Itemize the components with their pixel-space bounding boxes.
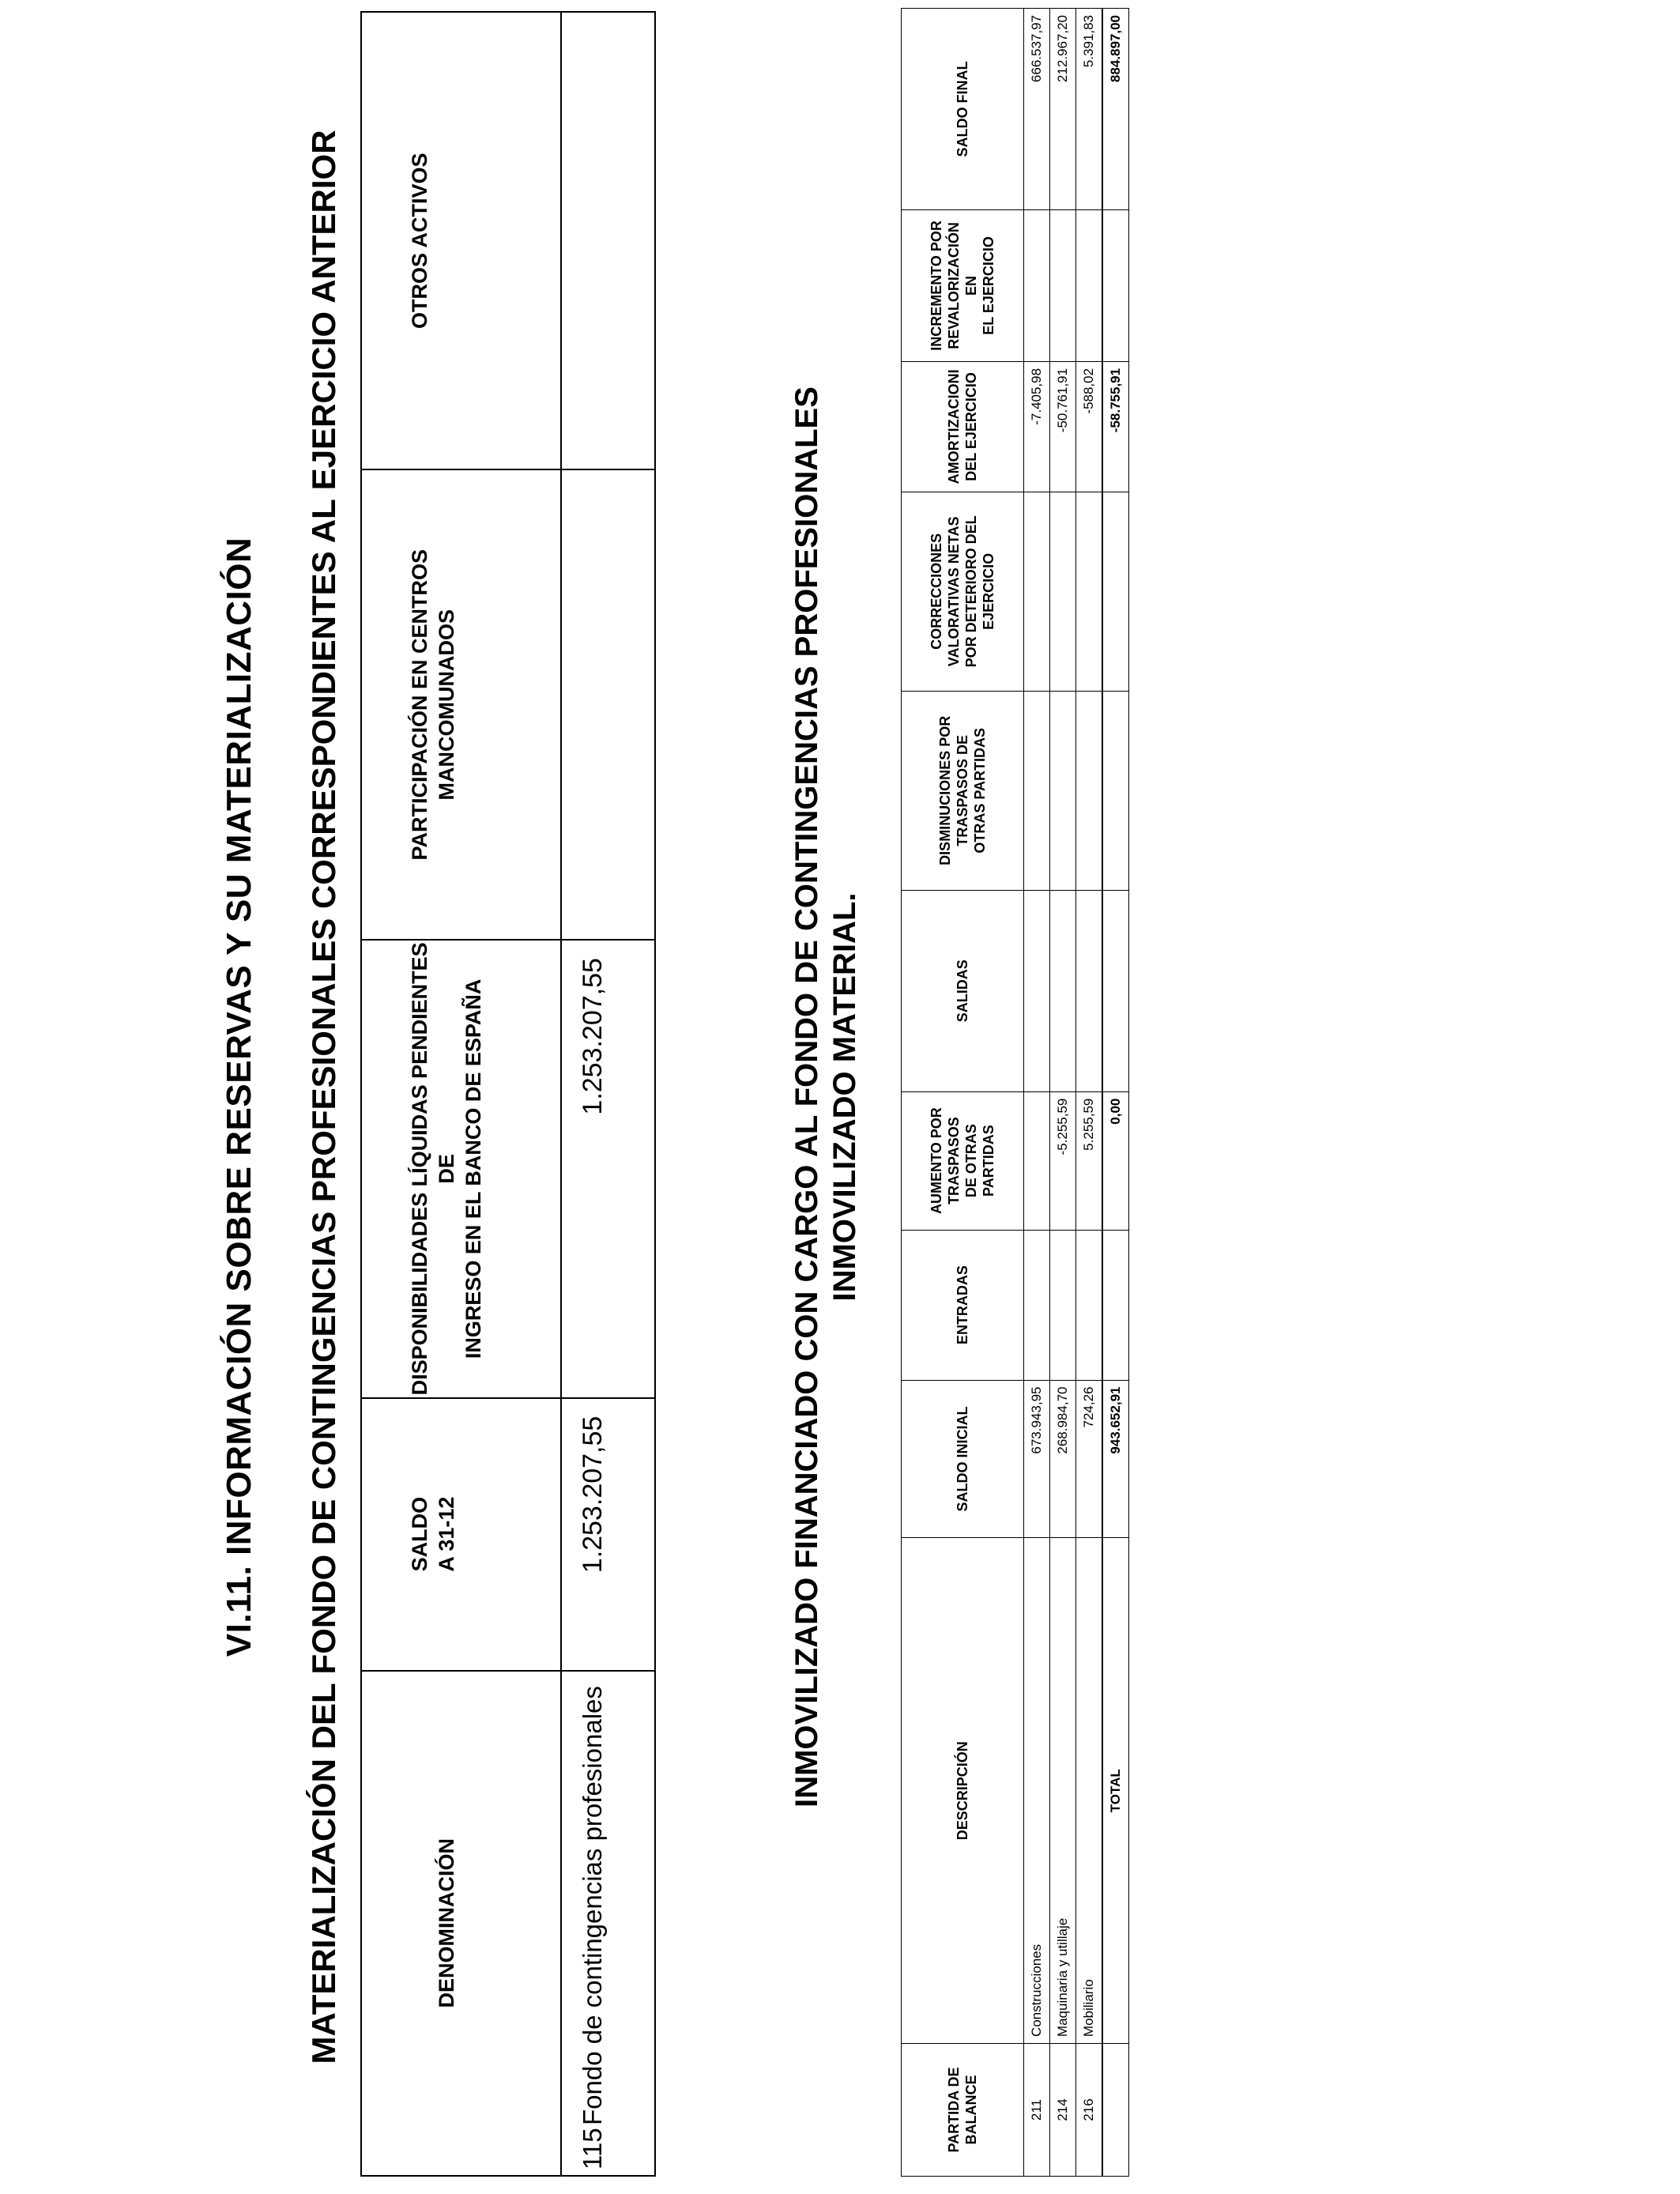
cell-amortizaciones: -50.761,91 <box>1050 361 1076 492</box>
cell-saldo: 1.253.207,55 <box>561 1398 655 1671</box>
cell-descripcion: Construcciones <box>1024 1538 1050 2044</box>
cell-descripcion: Mobiliario <box>1076 1538 1103 2044</box>
col-otros-activos: OTROS ACTIVOS <box>361 12 561 469</box>
cell-denominacion: 115Fondo de contingencias profesionales <box>561 1671 655 2176</box>
col-saldo: SALDO A 31-12 <box>361 1398 561 1671</box>
cell-correcciones <box>1050 492 1076 691</box>
col-partida: PARTIDA DE BALANCE <box>902 2044 1024 2177</box>
cell-saldo-inicial: 268.984,70 <box>1050 1380 1076 1538</box>
table-row <box>1050 9 1076 2177</box>
col-correcciones: CORRECCIONES VALORATIVAS NETAS POR DETERIORO DEL EJERCICIO <box>902 492 1024 691</box>
cell-participacion <box>561 469 655 940</box>
total-disminuciones <box>1102 691 1129 890</box>
cell-aumento: -5.255,59 <box>1050 1091 1076 1230</box>
cell-saldo-final: 5.391,83 <box>1076 9 1103 210</box>
total-label: TOTAL <box>1102 1538 1129 2044</box>
cell-saldo-final: 666.537,97 <box>1024 9 1050 210</box>
table-header-row <box>361 12 561 2176</box>
cell-partida: 214 <box>1050 2044 1076 2177</box>
cell-correcciones <box>1024 492 1050 691</box>
total-correcciones <box>1102 492 1129 691</box>
inmovilizado-table <box>901 8 1129 2177</box>
cell-partida <box>1102 2044 1129 2177</box>
cell-disminuciones <box>1050 691 1076 890</box>
col-denominacion: DENOMINACIÓN <box>361 1671 561 2176</box>
cell-descripcion: Maquinaria y utillaje <box>1050 1538 1076 2044</box>
cell-incremento <box>1050 209 1076 361</box>
col-descripcion: DESCRIPCIÓN <box>902 1538 1024 2044</box>
total-row <box>1102 9 1129 2177</box>
table-row <box>1024 9 1050 2177</box>
cell-entradas <box>1024 1230 1050 1380</box>
total-entradas <box>1102 1230 1129 1380</box>
total-saldo-final: 884.897,00 <box>1102 9 1129 210</box>
table-row <box>561 12 655 2176</box>
cell-aumento: 5.255,59 <box>1076 1091 1103 1230</box>
cell-aumento <box>1024 1091 1050 1230</box>
table-row <box>1076 9 1103 2177</box>
cell-incremento <box>1024 209 1050 361</box>
cell-entradas <box>1050 1230 1076 1380</box>
col-amortizaciones: AMORTIZACIONI DEL EJERCICIO <box>902 361 1024 492</box>
cell-amortizaciones: -588,02 <box>1076 361 1103 492</box>
col-entradas: ENTRADAS <box>902 1230 1024 1380</box>
table-header-row <box>902 9 1024 2177</box>
cell-disponibilidades: 1.253.207,55 <box>561 940 655 1398</box>
total-incremento <box>1102 209 1129 361</box>
col-disponibilidades: DISPONIBILIDADES LÍQUIDAS PENDIENTES DE INGRESO EN EL BANCO DE ESPAÑA <box>361 940 561 1398</box>
cell-partida: 211 <box>1024 2044 1050 2177</box>
cell-incremento <box>1076 209 1103 361</box>
col-aumento: AUMENTO POR TRASPASOS DE OTRAS PARTIDAS <box>902 1091 1024 1230</box>
section-1-title: MATERIALIZACIÓN DEL FONDO DE CONTINGENCIAS PROFESIONALES CORRESPONDIENTES AL EJERCICIO ANTERIOR <box>305 130 342 2064</box>
page-title: VI.11. INFORMACIÓN SOBRE RESERVAS Y SU MATERIALIZACIÓN <box>220 537 258 1657</box>
col-saldo-final: SALDO FINAL <box>902 9 1024 210</box>
cell-otros-activos <box>561 12 655 469</box>
materializacion-table <box>360 11 656 2177</box>
cell-disminuciones <box>1076 691 1103 890</box>
col-disminuciones: DISMINUCIONES POR TRASPASOS DE OTRAS PARTIDAS <box>902 691 1024 890</box>
col-salidas: SALIDAS <box>902 890 1024 1091</box>
cell-disminuciones <box>1024 691 1050 890</box>
cell-partida: 216 <box>1076 2044 1103 2177</box>
section-2-title: INMOVILIZADO FINANCIADO CON CARGO AL FONDO DE CONTINGENCIAS PROFESIONALES INMOVILIZADO MATERIAL. <box>789 386 862 1808</box>
cell-salidas <box>1050 890 1076 1091</box>
cell-salidas <box>1024 890 1050 1091</box>
col-saldo-inicial: SALDO INICIAL <box>902 1380 1024 1538</box>
total-saldo-inicial: 943.652,91 <box>1102 1380 1129 1538</box>
total-amortizaciones: -58.755,91 <box>1102 361 1129 492</box>
total-aumento: 0,00 <box>1102 1091 1129 1230</box>
col-incremento: INCREMENTO POR REVALORIZACIÓN EN EL EJERCICIO <box>902 209 1024 361</box>
cell-saldo-final: 212.967,20 <box>1050 9 1076 210</box>
cell-salidas <box>1076 890 1103 1091</box>
cell-amortizaciones: -7.405,98 <box>1024 361 1050 492</box>
cell-entradas <box>1076 1230 1103 1380</box>
cell-saldo-inicial: 724,26 <box>1076 1380 1103 1538</box>
total-salidas <box>1102 890 1129 1091</box>
cell-saldo-inicial: 673.943,95 <box>1024 1380 1050 1538</box>
cell-correcciones <box>1076 492 1103 691</box>
col-participacion: PARTICIPACIÓN EN CENTROS MANCOMUNADOS <box>361 469 561 940</box>
